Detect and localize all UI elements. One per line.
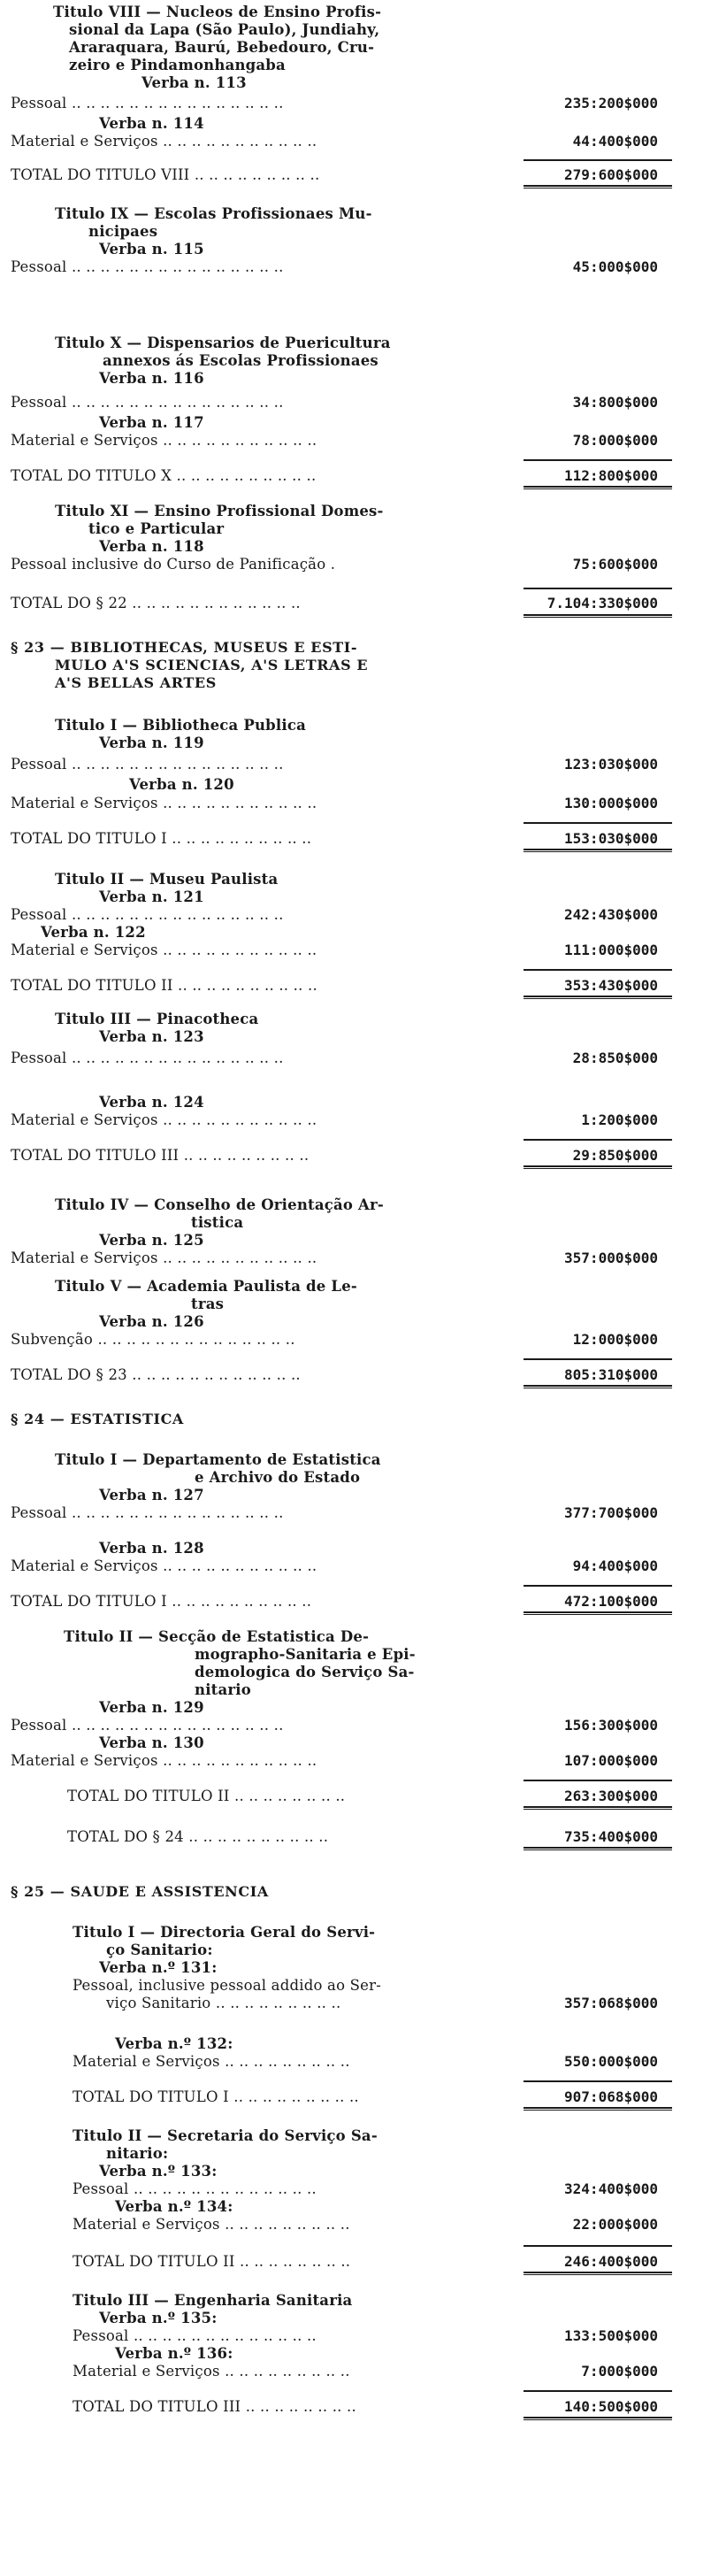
subtotal-rule — [524, 1358, 672, 1360]
amount-value: 123:030$000 — [564, 756, 658, 773]
document-line: Material e Serviços .. .. .. .. .. .. .. .. .. .. .. — [11, 1250, 317, 1266]
amount-value: 550:000$000 — [564, 2053, 658, 2070]
amount-value: 12:000$000 — [572, 1331, 658, 1348]
total-double-rule — [524, 1806, 672, 1810]
amount-value: 111:000$000 — [564, 942, 658, 958]
amount-value: 34:800$000 — [572, 394, 658, 411]
document-line: Verba n. 122 — [41, 924, 146, 941]
document-line: Pessoal inclusive do Curso de Panificação . — [11, 556, 336, 573]
document-line: Material e Serviços .. .. .. .. .. .. .. .. .. .. .. — [11, 432, 317, 449]
document-line: Verba n.º 133: — [99, 2163, 218, 2180]
document-line: Titulo VIII — Nucleos de Ensino Profis- — [53, 4, 382, 20]
subtotal-rule — [524, 1139, 672, 1141]
document-line: TOTAL DO TITULO III .. .. .. .. .. .. .. .. — [73, 2398, 356, 2415]
amount-value: 7:000$000 — [581, 2363, 658, 2380]
document-line: Verba n.º 132: — [115, 2035, 233, 2052]
document-line: § 25 — SAUDE E ASSISTENCIA — [11, 1883, 269, 1900]
amount-value: 357:068$000 — [564, 1995, 658, 2011]
subtotal-rule — [524, 459, 672, 461]
document-line: Pessoal .. .. .. .. .. .. .. .. .. .. .. .. .. .. .. — [11, 756, 284, 773]
document-line: Verba n. 127 — [99, 1487, 204, 1503]
amount-value: 263:300$000 — [564, 1788, 658, 1804]
amount-value: 133:500$000 — [564, 2327, 658, 2344]
amount-value: 22:000$000 — [572, 2216, 658, 2233]
document-line: Material e Serviços .. .. .. .. .. .. .. .. .. .. .. — [11, 1752, 317, 1769]
document-line: TOTAL DO TITULO VIII .. .. .. .. .. .. .. .. .. — [11, 166, 320, 183]
document-line: zeiro e Pindamonhangaba — [69, 57, 286, 73]
document-line: § 24 — ESTATISTICA — [11, 1411, 184, 1427]
document-line: Titulo X — Dispensarios de Puericultura — [55, 334, 391, 351]
amount-value: 94:400$000 — [572, 1557, 658, 1574]
amount-value: 735:400$000 — [564, 1828, 658, 1845]
document-line: Titulo III — Engenharia Sanitaria — [73, 2292, 353, 2309]
document-line: Verba n.º 131: — [99, 1959, 218, 1976]
total-double-rule — [524, 2417, 672, 2420]
total-double-rule — [524, 1385, 672, 1388]
document-line: TOTAL DO § 24 .. .. .. .. .. .. .. .. .. .. — [67, 1828, 329, 1845]
amount-value: 377:700$000 — [564, 1504, 658, 1521]
subtotal-rule — [524, 1780, 672, 1781]
amount-value: 1:200$000 — [581, 1111, 658, 1128]
amount-value: 45:000$000 — [572, 258, 658, 275]
amount-value: 78:000$000 — [572, 432, 658, 449]
total-double-rule — [524, 2107, 672, 2111]
document-line: TOTAL DO § 22 .. .. .. .. .. .. .. .. .. .. .. .. — [11, 595, 301, 611]
amount-value: 242:430$000 — [564, 906, 658, 923]
document-line: nitario — [195, 1681, 251, 1698]
document-line: Verba n. 121 — [99, 888, 204, 905]
document-line: sional da Lapa (São Paulo), Jundiahy, — [69, 21, 380, 38]
amount-value: 153:030$000 — [564, 830, 658, 847]
amount-value: 353:430$000 — [564, 977, 658, 994]
document-line: TOTAL DO TITULO III .. .. .. .. .. .. .. .. .. — [11, 1147, 310, 1164]
document-line: TOTAL DO TITULO X .. .. .. .. .. .. .. .. .. .. — [11, 467, 317, 484]
document-line: MULO A'S SCIENCIAS, A'S LETRAS E — [55, 657, 369, 673]
amount-value: 279:600$000 — [564, 166, 658, 183]
amount-value: 112:800$000 — [564, 467, 658, 484]
document-line: Material e Serviços .. .. .. .. .. .. .. .. .. — [73, 2053, 350, 2070]
document-line: TOTAL DO TITULO I .. .. .. .. .. .. .. .. .. .. — [11, 830, 312, 847]
document-line: Pessoal .. .. .. .. .. .. .. .. .. .. .. .. .. — [73, 2327, 317, 2344]
document-line: Verba n.º 134: — [115, 2198, 233, 2215]
subtotal-rule — [524, 822, 672, 824]
amount-value: 357:000$000 — [564, 1250, 658, 1266]
document-line: tistica — [191, 1214, 244, 1231]
document-line: Verba n. 119 — [99, 734, 204, 751]
document-line: nicipaes — [88, 223, 158, 240]
total-double-rule — [524, 1165, 672, 1169]
amount-value: 805:310$000 — [564, 1366, 658, 1383]
document-line: Verba n. 118 — [99, 538, 204, 555]
document-line: Verba n. 130 — [99, 1734, 204, 1751]
total-double-rule — [524, 185, 672, 188]
document-line: viço Sanitario .. .. .. .. .. .. .. .. .. — [106, 1995, 341, 2011]
subtotal-rule — [524, 969, 672, 971]
total-double-rule — [524, 486, 672, 489]
document-line: Pessoal .. .. .. .. .. .. .. .. .. .. .. .. .. .. .. — [11, 1050, 284, 1066]
amount-value: 7.104:330$000 — [547, 595, 658, 611]
document-line: Titulo III — Pinacotheca — [55, 1011, 259, 1027]
subtotal-rule — [524, 588, 672, 589]
document-line: TOTAL DO § 23 .. .. .. .. .. .. .. .. .. .. .. .. — [11, 1366, 301, 1383]
total-double-rule — [524, 614, 672, 618]
total-double-rule — [524, 1847, 672, 1850]
document-line: Material e Serviços .. .. .. .. .. .. .. .. .. .. .. — [11, 942, 317, 958]
document-line: Verba n. 125 — [99, 1232, 204, 1249]
subtotal-rule — [524, 2245, 672, 2247]
document-line: Material e Serviços .. .. .. .. .. .. .. .. .. .. .. — [11, 795, 317, 811]
document-line: TOTAL DO TITULO II .. .. .. .. .. .. .. .. — [73, 2253, 351, 2270]
amount-value: 324:400$000 — [564, 2180, 658, 2197]
document-line: tico e Particular — [88, 520, 225, 537]
total-double-rule — [524, 1611, 672, 1615]
amount-value: 107:000$000 — [564, 1752, 658, 1769]
document-line: Pessoal, inclusive pessoal addido ao Ser- — [73, 1977, 382, 1994]
amount-value: 130:000$000 — [564, 795, 658, 811]
document-line: e Archivo do Estado — [195, 1469, 361, 1486]
document-line: Verba n.º 135: — [99, 2310, 218, 2326]
document-line: Subvenção .. .. .. .. .. .. .. .. .. .. .. .. .. .. — [11, 1331, 295, 1348]
document-line: Pessoal .. .. .. .. .. .. .. .. .. .. .. .. .. .. .. — [11, 1504, 284, 1521]
amount-value: 235:200$000 — [564, 95, 658, 111]
document-line: Titulo II — Museu Paulista — [55, 871, 279, 888]
document-line: Material e Serviços .. .. .. .. .. .. .. .. .. — [73, 2216, 350, 2233]
document-line: Material e Serviços .. .. .. .. .. .. .. .. .. — [73, 2363, 350, 2380]
document-line: Verba n. 117 — [99, 414, 204, 431]
document-line: Titulo II — Secção de Estatistica De- — [64, 1628, 370, 1645]
document-line: annexos ás Escolas Profissionaes — [103, 352, 378, 369]
document-line: tras — [191, 1296, 225, 1312]
total-double-rule — [524, 2272, 672, 2275]
document-line: Verba n. 115 — [99, 241, 204, 258]
document-line: Titulo I — Directoria Geral do Servi- — [73, 1924, 376, 1941]
document-line: Pessoal .. .. .. .. .. .. .. .. .. .. .. .. .. .. .. — [11, 258, 284, 275]
document-line: TOTAL DO TITULO II .. .. .. .. .. .. .. .. .. .. — [11, 977, 317, 994]
document-line: Verba n. 123 — [99, 1028, 204, 1045]
subtotal-rule — [524, 1585, 672, 1587]
document-line: Titulo IV — Conselho de Orientação Ar- — [55, 1196, 384, 1213]
document-line: Material e Serviços .. .. .. .. .. .. .. .. .. .. .. — [11, 1557, 317, 1574]
amount-value: 246:400$000 — [564, 2253, 658, 2270]
document-line: A'S BELLAS ARTES — [55, 674, 217, 691]
document-line: Titulo I — Bibliotheca Publica — [55, 717, 306, 734]
document-line: Pessoal .. .. .. .. .. .. .. .. .. .. .. .. .. — [73, 2180, 317, 2197]
document-line: TOTAL DO TITULO II .. .. .. .. .. .. .. .. — [67, 1788, 346, 1804]
document-line: Verba n. 128 — [99, 1540, 204, 1557]
amount-value: 28:850$000 — [572, 1050, 658, 1066]
document-line: Pessoal .. .. .. .. .. .. .. .. .. .. .. .. .. .. .. — [11, 906, 284, 923]
document-line: Titulo XI — Ensino Profissional Domes- — [55, 503, 384, 519]
document-line: Titulo I — Departamento de Estatistica — [55, 1451, 381, 1468]
document-line: Pessoal .. .. .. .. .. .. .. .. .. .. .. .. .. .. .. — [11, 95, 284, 111]
document-line: Pessoal .. .. .. .. .. .. .. .. .. .. .. .. .. .. .. — [11, 1717, 284, 1734]
document-line: TOTAL DO TITULO I .. .. .. .. .. .. .. .. .. — [73, 2088, 359, 2105]
subtotal-rule — [524, 2080, 672, 2082]
document-line: Titulo IX — Escolas Profissionaes Mu- — [55, 205, 372, 222]
document-line: Verba n. 124 — [99, 1094, 204, 1111]
document-line: Verba n.º 136: — [115, 2345, 233, 2362]
document-line: Material e Serviços .. .. .. .. .. .. .. .. .. .. .. — [11, 1111, 317, 1128]
document-line: Verba n. 114 — [99, 115, 204, 132]
amount-value: 472:100$000 — [564, 1593, 658, 1610]
document-line: Pessoal .. .. .. .. .. .. .. .. .. .. .. .. .. .. .. — [11, 394, 284, 411]
document-line: demologica do Serviço Sa- — [195, 1664, 415, 1680]
document-line: Titulo II — Secretaria do Serviço Sa- — [73, 2127, 378, 2144]
document-line: Verba n. 126 — [99, 1313, 204, 1330]
amount-value: 156:300$000 — [564, 1717, 658, 1734]
document-line: ço Sanitario: — [106, 1942, 213, 1958]
amount-value: 29:850$000 — [572, 1147, 658, 1164]
document-line: Verba n. 116 — [99, 370, 204, 387]
amount-value: 75:600$000 — [572, 556, 658, 573]
document-line: Material e Serviços .. .. .. .. .. .. .. .. .. .. .. — [11, 133, 317, 150]
amount-value: 140:500$000 — [564, 2398, 658, 2415]
subtotal-rule — [524, 159, 672, 161]
document-line: Titulo V — Academia Paulista de Le- — [55, 1278, 357, 1295]
subtotal-rule — [524, 2390, 672, 2392]
total-double-rule — [524, 849, 672, 852]
document-line: Verba n. 120 — [129, 776, 234, 793]
total-double-rule — [524, 996, 672, 999]
document-line: § 23 — BIBLIOTHECAS, MUSEUS E ESTI- — [11, 639, 358, 656]
document-line: nitario: — [106, 2145, 169, 2162]
amount-value: 907:068$000 — [564, 2088, 658, 2105]
document-line: Verba n. 129 — [99, 1699, 204, 1716]
document-line: mographo-Sanitaria e Epi- — [195, 1646, 416, 1663]
document-line: Verba n. 113 — [141, 74, 247, 91]
amount-value: 44:400$000 — [572, 133, 658, 150]
document-line: TOTAL DO TITULO I .. .. .. .. .. .. .. .. .. .. — [11, 1593, 312, 1610]
document-line: Araraquara, Baurú, Bebedouro, Cru- — [69, 39, 375, 56]
